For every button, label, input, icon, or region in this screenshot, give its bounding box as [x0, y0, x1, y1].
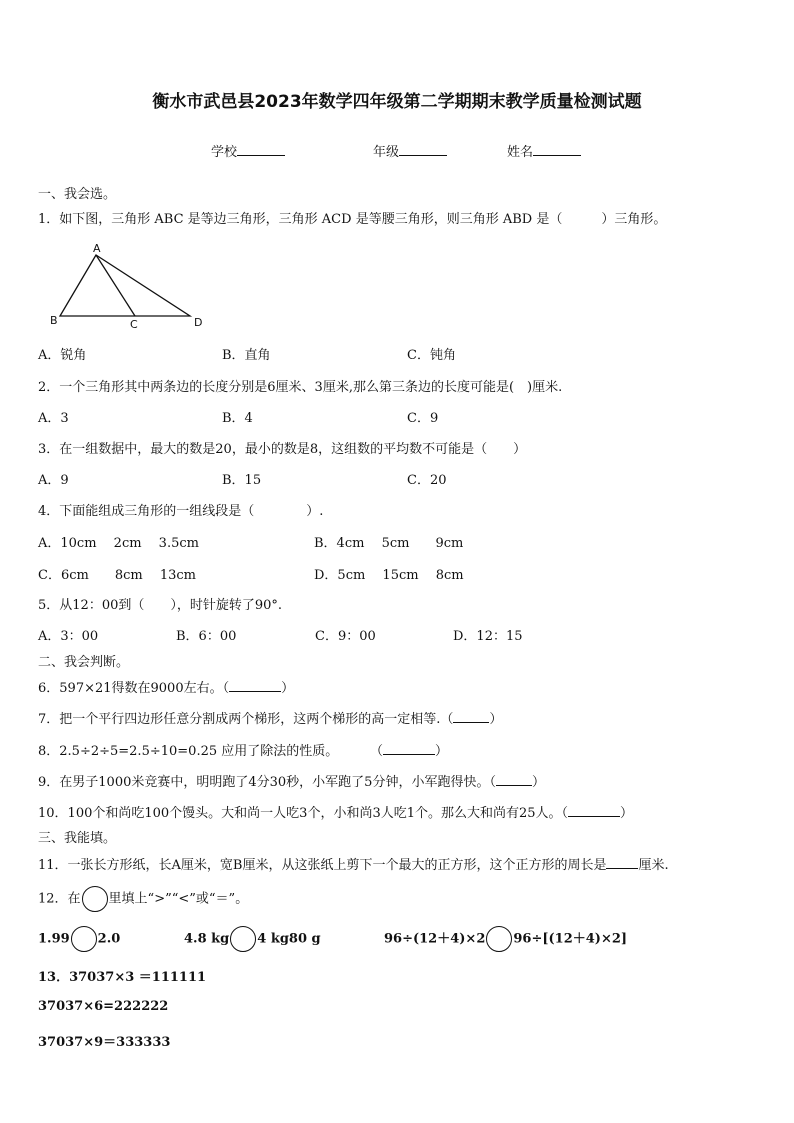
q5-option-c[interactable]: C．9：00	[315, 629, 376, 644]
q11-text: 11．一张长方形纸，长A厘米，宽B厘米，从这张纸上剪下一个最大的正方形，这个正方形的周长是	[38, 858, 607, 873]
q2-stem: 2．一个三角形其中两条边的长度分别是6厘米、3厘米,那么第三条边的长度可能是( )厘米.	[38, 380, 563, 395]
q3-stem: 3．在一组数据中，最大的数是20，最小的数是8，这组数的平均数不可能是（ ）	[38, 442, 527, 457]
q8-answer-blank[interactable]	[383, 742, 435, 755]
q3-option-c[interactable]: C．20	[407, 473, 447, 488]
q3-option-a[interactable]: A．9	[38, 473, 69, 488]
q8-answer	[370, 740, 448, 759]
vertex-a-label: A	[93, 242, 101, 255]
q4-option-c[interactable]: C．6cm 8cm 13cm	[38, 568, 196, 583]
q5-stem: 5．从12：00到（ ），时针旋转了90°.	[38, 598, 283, 613]
vertex-d-label: D	[194, 316, 203, 329]
q8-paren-close: ）	[435, 744, 449, 759]
q11-answer-blank[interactable]	[606, 856, 638, 869]
triangle-abd	[60, 255, 190, 316]
q1-triangle-figure	[40, 240, 220, 332]
q10	[38, 802, 633, 821]
q12-item-2	[184, 926, 321, 952]
q10-text: 10．100个和尚吃100个馒头。大和尚一人吃3个，小和尚3人吃1个。那么大和尚有25人。	[38, 806, 562, 821]
name-label: 姓名	[507, 145, 534, 160]
q2-option-c[interactable]: C．9	[407, 411, 439, 426]
q7	[38, 708, 502, 727]
section-3-heading: 三、我能填。	[38, 831, 117, 846]
q4-stem: 4．下面能组成三角形的一组线段是（ ）.	[38, 504, 324, 519]
section-2-heading: 二、我会判断。	[38, 655, 130, 670]
q3-option-b[interactable]: B．15	[222, 473, 262, 488]
q11-suffix: 厘米.	[638, 858, 669, 873]
page-title: 衡水市武邑县2023年数学四年级第二学期期末教学质量检测试题	[152, 92, 642, 112]
q12-item1-right: 2.0	[97, 931, 121, 947]
q6-text: 6．597×21得数在9000左右。	[38, 681, 223, 696]
q13-line-2: 37037×6=222222	[38, 999, 169, 1014]
vertex-b-label: B	[50, 314, 58, 327]
q6-paren-close: ）	[281, 681, 295, 696]
name-blank[interactable]	[533, 143, 581, 156]
comparison-circle-example	[82, 886, 108, 912]
q10-paren-open: （	[561, 806, 569, 821]
q12-stem-post: 里填上“>”“<”或“＝”。	[108, 891, 249, 907]
q12-item2-right: 4 kg80 g	[257, 931, 321, 947]
q8-text: 8．2.5÷2÷5=2.5÷10=0.25 应用了除法的性质。	[38, 744, 339, 759]
school-blank[interactable]	[237, 143, 285, 156]
q8-paren-open: （	[370, 744, 384, 759]
q1-stem: 1．如下图，三角形 ABC 是等边三角形，三角形 ACD 是等腰三角形，则三角形 ABD 是（ ）三角形。	[38, 212, 667, 227]
grade-field	[373, 141, 447, 160]
name-field	[507, 141, 581, 160]
q12-item1-left: 1.99	[38, 931, 70, 947]
q1-option-c[interactable]: C．钝角	[407, 348, 456, 363]
q10-answer-blank[interactable]	[568, 804, 620, 817]
q4-option-b[interactable]: B．4cm 5cm 9cm	[314, 536, 464, 551]
q6-answer-blank[interactable]	[229, 679, 281, 692]
school-label: 学校	[211, 145, 238, 160]
q12-item3-right: 96÷[(12＋4)×2]	[513, 931, 628, 947]
q11	[38, 854, 669, 873]
q10-paren-close: ）	[620, 806, 634, 821]
q12-item3-circle[interactable]	[486, 926, 512, 952]
q5-option-b[interactable]: B．6：00	[176, 629, 237, 644]
q1-option-a[interactable]: A．锐角	[38, 348, 87, 363]
q12-item3-left: 96÷(12＋4)×2	[384, 931, 486, 947]
q1-option-b[interactable]: B．直角	[222, 348, 271, 363]
grade-blank[interactable]	[399, 143, 447, 156]
q8	[38, 740, 338, 759]
q12-item2-circle[interactable]	[230, 926, 256, 952]
q9	[38, 771, 545, 790]
q12-stem	[38, 886, 248, 912]
q12-item1-circle[interactable]	[71, 926, 97, 952]
q5-option-a[interactable]: A．3：00	[38, 629, 99, 644]
q5-option-d[interactable]: D．12：15	[453, 629, 523, 644]
vertex-c-label: C	[130, 318, 138, 331]
q12-item-3	[384, 926, 627, 952]
q9-text: 9．在男子1000米竞赛中，明明跑了4分30秒，小军跑了5分钟，小军跑得快。	[38, 775, 490, 790]
q4-option-a[interactable]: A．10cm 2cm 3.5cm	[38, 536, 199, 551]
q7-answer-blank[interactable]	[453, 710, 489, 723]
q12-item-1	[38, 926, 120, 952]
q13-line-3: 37037×9＝333333	[38, 1035, 171, 1050]
q6	[38, 677, 294, 696]
section-1-heading: 一、我会选。	[38, 187, 117, 202]
q12-stem-pre: 12．在	[38, 891, 81, 907]
q12-item2-left: 4.8 kg	[184, 931, 230, 947]
q7-text: 7．把一个平行四边形任意分割成两个梯形，这两个梯形的高一定相等.	[38, 712, 441, 727]
q7-paren-open: （	[440, 712, 454, 727]
q9-answer-blank[interactable]	[496, 773, 532, 786]
school-field	[211, 141, 285, 160]
q4-option-d[interactable]: D．5cm 15cm 8cm	[314, 568, 464, 583]
q13-line-1: 13．37037×3 ＝111111	[38, 970, 207, 985]
q2-option-a[interactable]: A．3	[38, 411, 69, 426]
q6-paren-open: （	[222, 681, 230, 696]
q9-paren-open: （	[489, 775, 496, 790]
segment-ac	[96, 255, 135, 316]
q7-paren-close: ）	[489, 712, 503, 727]
q2-option-b[interactable]: B．4	[222, 411, 253, 426]
grade-label: 年级	[373, 145, 400, 160]
q9-paren-close: ）	[531, 775, 545, 790]
